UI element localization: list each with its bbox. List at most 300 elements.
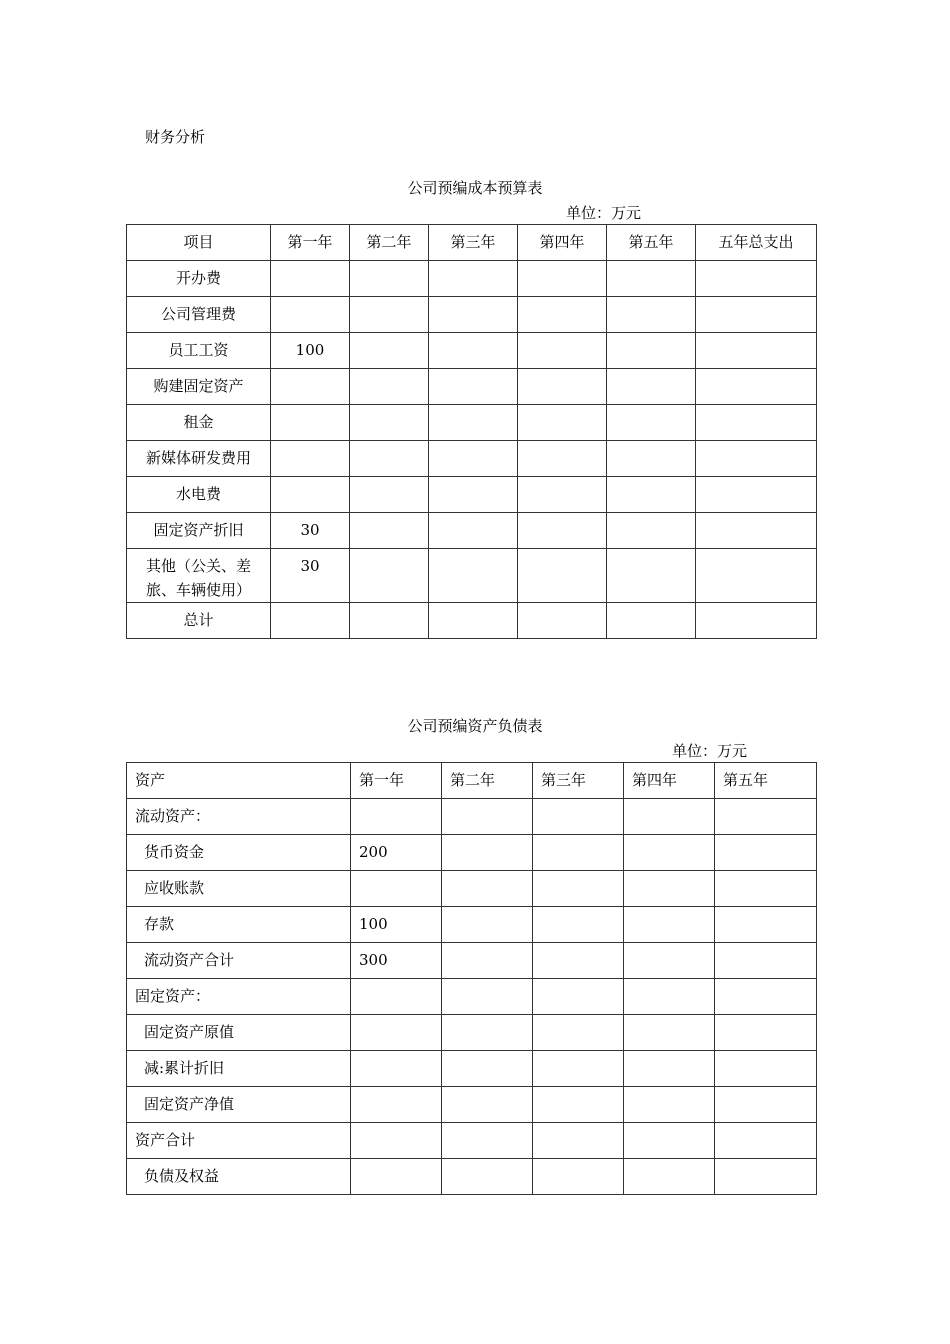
table-cell [429,261,518,297]
cell-text: 固定资产原值 [144,1023,235,1041]
table-cell [351,1087,442,1123]
cell-text [607,513,695,518]
table-cell [715,1123,817,1159]
cell-text: 第五年 [628,233,674,251]
table-cell [429,441,518,477]
table-cell [350,513,429,549]
table-cell [429,333,518,369]
table-cell [624,1015,715,1051]
table-cell [127,1087,351,1123]
cell-text [518,261,606,266]
table-cell [271,333,350,369]
cell-text [359,1015,441,1020]
cell-text [607,369,695,374]
cell-text [350,333,428,338]
table-cell [127,441,271,477]
cell-text [607,333,695,338]
cell-text [632,871,714,876]
table-cell [271,477,350,513]
header-cell [127,225,271,261]
table-row [127,333,817,369]
cell-text [518,513,606,518]
table-cell [127,835,351,871]
cell-text [350,441,428,446]
table-cell [518,603,607,639]
cell-text [429,549,517,554]
cell-text [632,1051,714,1056]
table-cell [696,603,817,639]
table-cell [715,1159,817,1195]
table-cell [127,513,271,549]
cell-text [632,1015,714,1020]
cost-budget-table [126,224,817,639]
cell-text [723,1015,816,1020]
cell-text: 第四年 [632,771,678,789]
table-cell [518,369,607,405]
cell-text [696,297,816,302]
cell-text [541,1051,623,1056]
cell-text [450,799,532,804]
table-cell [533,1123,624,1159]
table-cell [715,1015,817,1051]
table-cell [607,297,696,333]
cell-text [450,979,532,984]
table-cell [715,1051,817,1087]
table-cell [696,333,817,369]
cell-text [607,441,695,446]
cell-text: 200 [359,843,388,861]
cell-text [359,1087,441,1092]
table-cell [442,835,533,871]
cell-text [632,907,714,912]
table-cell [533,1159,624,1195]
table-cell [429,369,518,405]
cell-text [518,297,606,302]
cost-table-title: 公司预编成本预算表 [407,179,543,197]
table-cell [271,441,350,477]
section-heading: 财务分析 [145,128,206,146]
header-row [127,225,817,261]
table-cell [624,1051,715,1087]
table-cell [533,871,624,907]
table-cell [715,871,817,907]
cell-text [450,1051,532,1056]
table-cell [350,261,429,297]
cell-text [429,603,517,608]
cell-text [429,297,517,302]
table-cell [607,405,696,441]
table-cell [624,1123,715,1159]
cell-text [632,1087,714,1092]
table-cell [442,907,533,943]
cell-text [632,979,714,984]
table-cell [350,549,429,603]
cell-text: 应收账款 [144,879,205,897]
cell-text [518,441,606,446]
table-cell [127,979,351,1015]
cell-text [541,1159,623,1164]
cell-text [518,549,606,554]
table-cell [271,549,350,603]
table-cell [429,297,518,333]
table-cell [715,1087,817,1123]
table-cell [271,297,350,333]
header-cell [624,763,715,799]
cell-text: 固定资产净值 [144,1095,235,1113]
cell-text [350,261,428,266]
cell-text: 流动资产合计 [144,951,235,969]
table-cell [127,1159,351,1195]
cell-text [350,603,428,608]
table-cell [127,799,351,835]
table-cell [696,297,817,333]
table-cell [607,477,696,513]
cell-text [696,261,816,266]
table-row [127,835,817,871]
table-cell [350,603,429,639]
table-cell [271,405,350,441]
cell-text [696,333,816,338]
table-cell [442,1087,533,1123]
table-cell [715,799,817,835]
table-cell [127,1015,351,1051]
cell-text [518,405,606,410]
table-cell [442,1123,533,1159]
table-cell [351,1159,442,1195]
table-row [127,799,817,835]
header-cell [518,225,607,261]
table-cell [271,603,350,639]
cell-text: 第三年 [541,771,587,789]
table-row [127,261,817,297]
table-cell [350,405,429,441]
cell-text: 第五年 [723,771,769,789]
cell-text [541,979,623,984]
table-cell [696,513,817,549]
cell-text: 第一年 [287,233,333,251]
table-cell [696,405,817,441]
header-cell [442,763,533,799]
cell-text [518,477,606,482]
cell-text [359,1051,441,1056]
cost-table-unit: 单位：万元 [566,204,642,222]
table-cell [696,441,817,477]
header-cell [429,225,518,261]
cell-text: 第一年 [359,771,405,789]
table-cell [442,799,533,835]
cell-text: 300 [359,951,388,969]
cell-text [696,513,816,518]
table-cell [607,513,696,549]
cell-text [359,979,441,984]
table-cell [351,907,442,943]
header-cell [271,225,350,261]
cell-text [271,441,349,446]
table-cell [127,943,351,979]
table-row [127,907,817,943]
cell-text [450,1015,532,1020]
cell-text [632,1159,714,1164]
cell-text [518,603,606,608]
table-cell [429,477,518,513]
cell-text [607,297,695,302]
table-cell [624,907,715,943]
cell-text: 资产合计 [135,1131,196,1149]
table-cell [127,297,271,333]
table-row [127,1123,817,1159]
cell-text [723,799,816,804]
table-cell [351,943,442,979]
table-cell [518,477,607,513]
table-cell [127,333,271,369]
table-cell [127,603,271,639]
header-cell [696,225,817,261]
table-cell [607,333,696,369]
table-cell [624,1159,715,1195]
table-cell [518,297,607,333]
cell-text [696,477,816,482]
cell-text: 固定资产： [135,987,211,1005]
table-cell [518,513,607,549]
table-cell [271,513,350,549]
header-cell [127,763,351,799]
cell-text [723,1123,816,1128]
header-cell [350,225,429,261]
cell-text [607,405,695,410]
balance-table-title: 公司预编资产负债表 [407,717,543,735]
table-cell [624,1087,715,1123]
cell-text: 负债及权益 [144,1167,220,1185]
cell-text: 租金 [183,413,214,431]
table-cell [533,1015,624,1051]
table-cell [533,979,624,1015]
table-cell [127,907,351,943]
cell-text [723,943,816,948]
table-cell [351,1123,442,1159]
table-cell [715,835,817,871]
table-cell [696,261,817,297]
table-cell [442,979,533,1015]
cell-text [696,405,816,410]
table-cell [533,799,624,835]
cell-text [541,1015,623,1020]
table-cell [518,549,607,603]
cell-text [271,261,349,266]
header-cell [351,763,442,799]
table-row [127,871,817,907]
cell-text: 员工工资 [168,341,229,359]
table-cell [518,261,607,297]
cell-text: 存款 [144,915,175,933]
cell-text: 其他（公关、差旅、车辆使用） [145,557,251,599]
cell-text: 项目 [183,233,214,251]
cell-text [696,369,816,374]
cell-text [723,835,816,840]
cell-text [632,943,714,948]
table-cell [696,477,817,513]
cell-text [723,907,816,912]
cell-text [541,799,623,804]
cell-text [429,477,517,482]
cell-text [607,261,695,266]
cell-text [541,1123,623,1128]
table-cell [350,333,429,369]
cell-text [429,441,517,446]
table-cell [127,549,271,603]
table-row [127,405,817,441]
cell-text [541,871,623,876]
table-row [127,297,817,333]
cell-text [723,979,816,984]
header-cell [533,763,624,799]
table-cell [607,441,696,477]
cell-text [632,799,714,804]
cell-text [723,1087,816,1092]
table-row [127,441,817,477]
cell-text [632,1123,714,1128]
table-cell [127,261,271,297]
table-cell [442,1015,533,1051]
cell-text: 流动资产： [135,807,211,825]
cell-text [271,405,349,410]
table-cell [518,441,607,477]
table-cell [533,1087,624,1123]
cell-text [359,871,441,876]
cell-text: 货币资金 [144,843,205,861]
table-cell [350,441,429,477]
cell-text: 30 [300,521,320,539]
cell-text [541,907,623,912]
table-row [127,1015,817,1051]
table-cell [442,871,533,907]
table-row [127,369,817,405]
cell-text: 第三年 [450,233,496,251]
cell-text [271,603,349,608]
cell-text: 第二年 [450,771,496,789]
table-cell [715,907,817,943]
cell-text: 开办费 [175,269,221,287]
cell-text [429,513,517,518]
table-cell [350,297,429,333]
table-cell [607,369,696,405]
cell-text [359,799,441,804]
cell-text: 30 [300,557,320,575]
cell-text [696,603,816,608]
cell-text [350,549,428,554]
table-cell [351,1051,442,1087]
table-cell [127,405,271,441]
cell-text [632,835,714,840]
cell-text [450,871,532,876]
cell-text [359,1123,441,1128]
table-cell [127,1051,351,1087]
balance-sheet-table [126,762,817,1195]
table-cell [442,943,533,979]
table-cell [624,979,715,1015]
cell-text: 五年总支出 [718,233,794,251]
table-cell [518,333,607,369]
cell-text [350,297,428,302]
cell-text [518,369,606,374]
table-cell [271,369,350,405]
table-cell [127,477,271,513]
table-cell [271,261,350,297]
cell-text [271,369,349,374]
table-cell [351,1015,442,1051]
table-cell [429,549,518,603]
cell-text [271,477,349,482]
table-row [127,979,817,1015]
cell-text [429,405,517,410]
table-cell [350,369,429,405]
table-cell [715,979,817,1015]
cell-text: 减:累计折旧 [144,1059,225,1077]
table-row [127,943,817,979]
table-row [127,1159,817,1195]
table-row [127,549,817,603]
cell-text: 固定资产折旧 [153,521,244,539]
table-cell [533,943,624,979]
cell-text [607,603,695,608]
table-row [127,513,817,549]
cell-text [723,1051,816,1056]
cell-text [350,477,428,482]
table-cell [429,513,518,549]
table-cell [715,943,817,979]
cell-text [450,1123,532,1128]
cell-text [607,549,695,554]
table-cell [127,369,271,405]
cell-text: 购建固定资产 [153,377,244,395]
cell-text [350,513,428,518]
table-row [127,1087,817,1123]
cell-text [350,369,428,374]
cell-text: 100 [359,915,388,933]
cell-text [723,871,816,876]
cell-text: 总计 [183,611,214,629]
table-row [127,1051,817,1087]
cell-text [541,835,623,840]
table-cell [351,799,442,835]
table-cell [351,835,442,871]
cell-text [429,261,517,266]
cell-text: 第四年 [539,233,585,251]
table-cell [624,871,715,907]
cell-text [607,477,695,482]
cell-text [450,1087,532,1092]
cell-text: 水电费 [175,485,221,503]
cell-text: 新媒体研发费用 [145,449,251,467]
header-cell [607,225,696,261]
table-cell [127,1123,351,1159]
cell-text [429,369,517,374]
table-cell [607,603,696,639]
table-cell [624,835,715,871]
table-cell [127,871,351,907]
table-cell [624,943,715,979]
table-cell [696,369,817,405]
table-cell [533,907,624,943]
table-cell [429,603,518,639]
cell-text [541,943,623,948]
cell-text: 第二年 [366,233,412,251]
cell-text [350,405,428,410]
header-row [127,763,817,799]
table-cell [351,871,442,907]
table-cell [696,549,817,603]
table-cell [442,1159,533,1195]
cell-text [429,333,517,338]
